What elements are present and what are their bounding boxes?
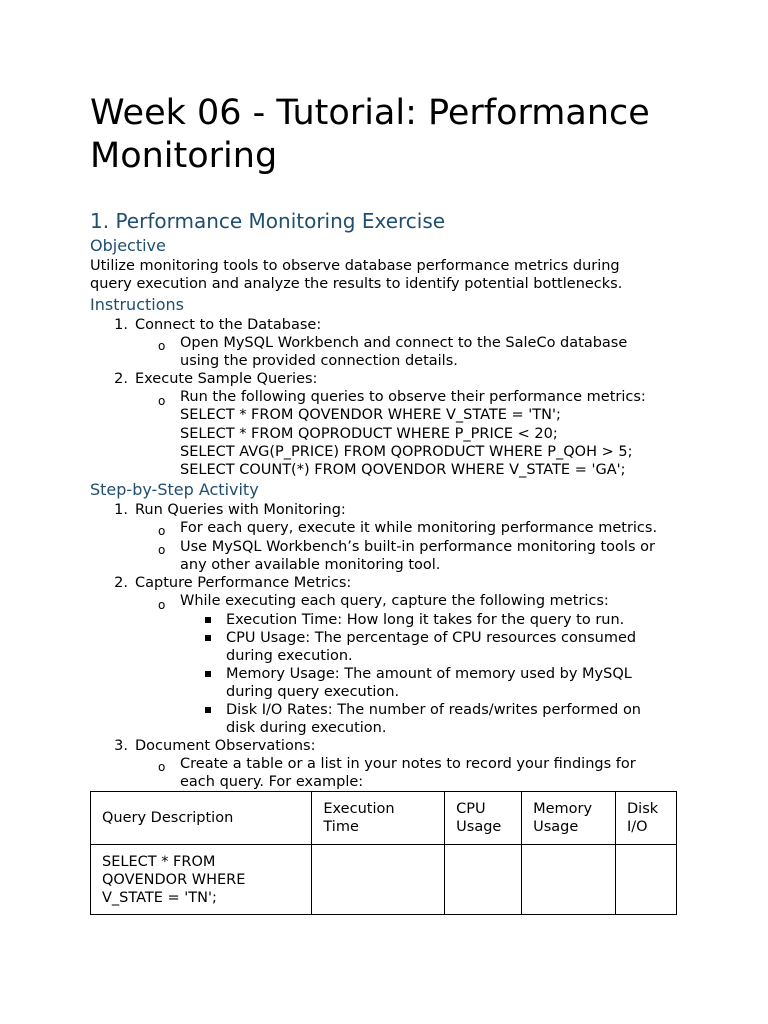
sql-query: SELECT AVG(P_PRICE) FROM QOPRODUCT WHERE P_QOH > 5; [180, 444, 633, 460]
circle-bullet-icon: o [158, 524, 166, 538]
sub-item-text: Open MySQL Workbench and connect to the SaleCo database [180, 335, 628, 351]
circle-bullet-icon: o [158, 598, 166, 612]
table-cell [616, 845, 677, 915]
table-row [91, 845, 677, 915]
square-bullet-icon [205, 707, 211, 713]
section-heading: 1. Performance Monitoring Exercise [90, 209, 446, 233]
page-title: Week 06 - Tutorial: Performance Monitoring [90, 93, 650, 176]
list-number: 1. [114, 317, 128, 333]
table-header-cell: CPU Usage [445, 792, 522, 845]
sub-item-text: Use MySQL Workbench’s built-in performance monitoring tools or [180, 539, 655, 555]
table-header-cell: Query Description [91, 792, 312, 845]
list-number: 1. [114, 502, 128, 518]
list-item-label: Document Observations: [135, 738, 316, 754]
circle-bullet-icon: o [158, 543, 166, 557]
sub-item-text: For each query, execute it while monitoring performance metrics. [180, 520, 658, 536]
table-cell [312, 845, 445, 915]
table-header-row [91, 792, 677, 845]
sql-query: SELECT COUNT(*) FROM QOVENDOR WHERE V_STATE = 'GA'; [180, 462, 626, 478]
list-item-label: Capture Performance Metrics: [135, 575, 352, 591]
list-item-label: Execute Sample Queries: [135, 371, 318, 387]
table-header-cell: Execution Time [312, 792, 445, 845]
square-bullet-icon [205, 671, 211, 677]
objective-text [90, 257, 622, 293]
table-header-cell: Memory Usage [522, 792, 616, 845]
metric-text: Memory Usage: The amount of memory used by MySQL [226, 666, 632, 682]
table-header-cell: Disk I/O [616, 792, 677, 845]
metric-text: Disk I/O Rates: The number of reads/writes performed on [226, 702, 641, 718]
activity-heading: Step-by-Step Activity [90, 480, 259, 499]
metric-text: CPU Usage: The percentage of CPU resources consumed [226, 630, 637, 646]
sub-item-text: While executing each query, capture the following metrics: [180, 593, 609, 609]
sub-item-text: using the provided connection details. [180, 353, 458, 369]
sub-item-text: each query. For example: [180, 774, 364, 790]
table-cell [522, 845, 616, 915]
list-item-label: Connect to the Database: [135, 317, 322, 333]
sql-query: SELECT * FROM QOVENDOR WHERE V_STATE = 'TN'; [180, 407, 561, 423]
square-bullet-icon [205, 635, 211, 641]
list-item-label: Run Queries with Monitoring: [135, 502, 346, 518]
list-number: 2. [114, 575, 128, 591]
sub-item-text: Create a table or a list in your notes to record your findings for [180, 756, 636, 772]
observations-table [90, 791, 677, 915]
sub-item-text: Run the following queries to observe their performance metrics: [180, 389, 646, 405]
circle-bullet-icon: o [158, 760, 166, 774]
circle-bullet-icon: o [158, 339, 166, 353]
list-number: 2. [114, 371, 128, 387]
objective-line: query execution and analyze the results to identify potential bottlenecks. [90, 276, 623, 293]
table-cell [445, 845, 522, 915]
sql-query: SELECT * FROM QOPRODUCT WHERE P_PRICE < 20; [180, 426, 558, 442]
square-bullet-icon [205, 617, 211, 623]
objective-line: Utilize monitoring tools to observe database performance metrics during [90, 258, 620, 274]
metric-text: disk during execution. [226, 720, 387, 736]
sub-item-text: any other available monitoring tool. [180, 557, 441, 573]
metric-text: during execution. [226, 648, 353, 664]
metric-text: during query execution. [226, 684, 400, 700]
circle-bullet-icon: o [158, 394, 166, 408]
list-number: 3. [114, 738, 128, 754]
instructions-heading: Instructions [90, 295, 184, 314]
table-cell: SELECT * FROM QOVENDOR WHERE V_STATE = 'TN'; [91, 845, 312, 915]
objective-heading: Objective [90, 236, 166, 255]
metric-text: Execution Time: How long it takes for the query to run. [226, 612, 625, 628]
